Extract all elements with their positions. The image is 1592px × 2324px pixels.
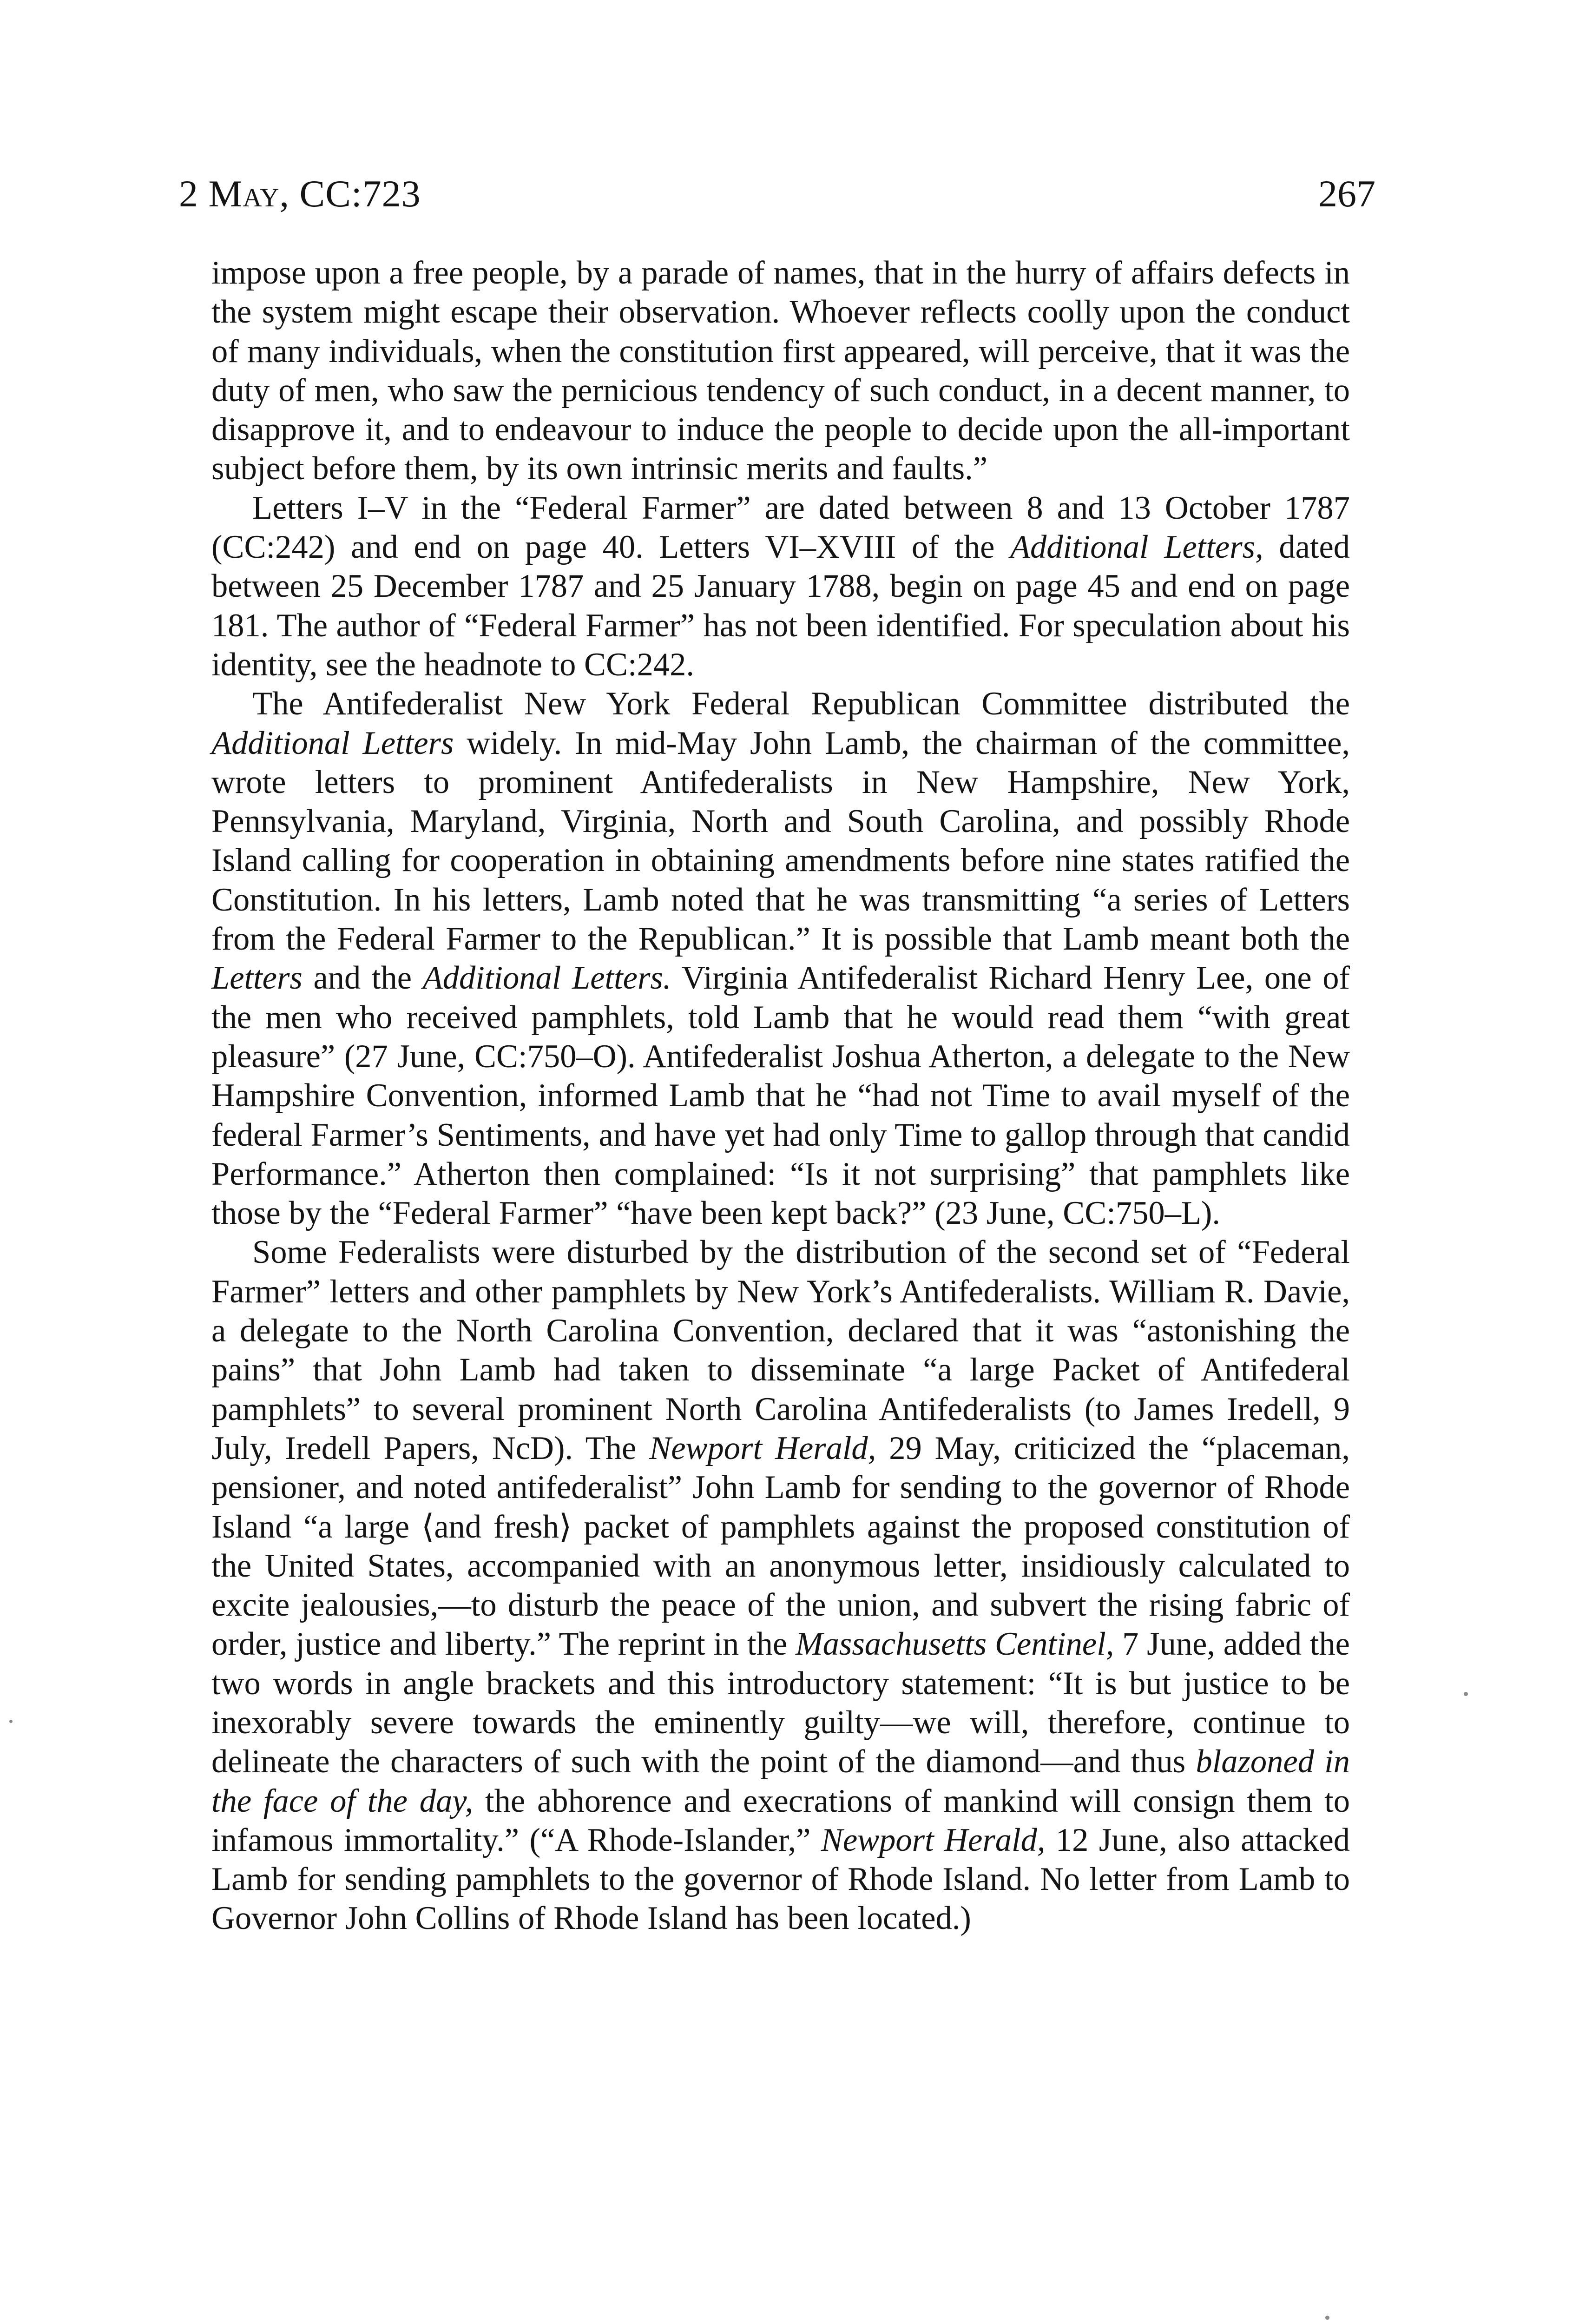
italic-title: Newport Herald,: [821, 1822, 1046, 1858]
running-head: [179, 172, 1375, 223]
italic-title: Additional Letters,: [1010, 529, 1263, 566]
text-run: the abhorence and execrations of mankind will consign them to infamous immortality.” (“A Rhode-Islander,”: [211, 1783, 1350, 1858]
text-run: Some Federalists were disturbed by the distribution of the second set of “Federal Farmer” letters and other pamphlets by New York’s Antifederalists. William R. Davie, a delegate to the North Carolina Convention, declared that it was “astonishing the pains” that John Lamb had taken to disseminate “a large Packet of Antifederal pamphlets” to several prominent North Carolina Antifederalists (to James Iredell, 9 July, Iredell Papers, NcD). The: [211, 1234, 1350, 1466]
italic-title: blazoned in the face of the day,: [211, 1743, 1350, 1819]
paragraph: [211, 1233, 1350, 1938]
italic-title: Massachusetts Centinel,: [795, 1626, 1114, 1663]
italic-title: Additional Letters: [211, 725, 454, 761]
paragraph: [211, 253, 1350, 489]
running-head-document-number: , CC:723: [279, 172, 421, 215]
running-head-day: 2: [179, 172, 209, 215]
scan-speck: [9, 1720, 13, 1723]
paragraph: [211, 684, 1350, 1233]
page-number: 267: [1318, 172, 1375, 215]
italic-title: Newport Herald,: [649, 1430, 876, 1466]
text-run: The Antifederalist New York Federal Republican Committee distributed the: [252, 686, 1350, 722]
italic-title: Letters: [211, 960, 303, 997]
text-run: and the: [302, 960, 423, 997]
text-run: Virginia Antifederalist Richard Henry Lee, one of the men who received pamphlets, told Lamb that he would read them “with great pleasure” (27 June, CC:750–O). Antifederalist Joshua Atherton, a delegate to the New Hampshire Convention, informed Lamb that he “had not Time to avail myself of the federal Farmer’s Sentiments, and have yet had only Time to gallop through that candid Performance.” Atherton then complained: “Is it not surprising” that pamphlets like those by the “Federal Farmer” “have been kept back?” (23 June, CC:750–L).: [211, 960, 1350, 1232]
running-head-month: May: [208, 172, 280, 215]
italic-title: Additional Letters.: [422, 960, 671, 997]
paragraph: [211, 489, 1350, 684]
scan-speck: [1464, 1692, 1468, 1696]
text-run: dated between 25 December 1787 and 25 January 1788, begin on page 45 and end on page 181. The author of “Federal Farmer” has not been identified. For speculation about his identity, see the headnote to CC:242.: [211, 529, 1350, 683]
running-head-date-citation: [179, 172, 421, 216]
text-run: 7 June, added the two words in angle brackets and this introductory statement: “It is but justice to be inexorably severe towards the eminently guilty—we will, therefore, continue to delineate the characters of such with the point of the diamond—and thus: [211, 1626, 1350, 1780]
text-run: impose upon a free people, by a parade of names, that in the hurry of affairs defects in the system might escape their observation. Whoever reflects coolly upon the conduct of many individuals, when the constitution first appeared, will perceive, that it was the duty of men, who saw the pernicious tendency of such conduct, in a decent manner, to disapprove it, and to endeavour to induce the people to decide upon the all-important subject before them, by its own intrinsic merits and faults.”: [211, 255, 1350, 487]
body-text: [211, 253, 1350, 1938]
text-run: Letters I–V in the “Federal Farmer” are dated between 8 and 13 October 1787 (CC:242) and end on page 40. Letters VI–XVIII of the: [211, 489, 1350, 566]
text-run: 29 May, criticized the “placeman, pensioner, and noted antifederalist” John Lamb for sending to the governor of Rhode Island “a large ⟨and fresh⟩ packet of pamphlets against the proposed constitution of the United States, accompanied with an anonymous letter, insidiously calculated to excite jealousies,—to disturb the peace of the union, and subvert the rising fabric of order, justice and liberty.” The reprint in the: [211, 1430, 1350, 1663]
scan-speck: [1325, 2316, 1329, 2320]
text-run: 12 June, also attacked Lamb for sending pamphlets to the governor of Rhode Island. No letter from Lamb to Governor John Collins of Rhode Island has been located.): [211, 1822, 1350, 1937]
text-run: widely. In mid-May John Lamb, the chairman of the committee, wrote letters to prominent Antifederalists in New Hampshire, New York, Pennsylvania, Maryland, Virginia, North and South Carolina, and possibly Rhode Island calling for cooperation in obtaining amendments before nine states ratified the Constitution. In his letters, Lamb noted that he was transmitting “a series of Letters from the Federal Farmer to the Republican.” It is possible that Lamb meant both the: [211, 725, 1350, 957]
